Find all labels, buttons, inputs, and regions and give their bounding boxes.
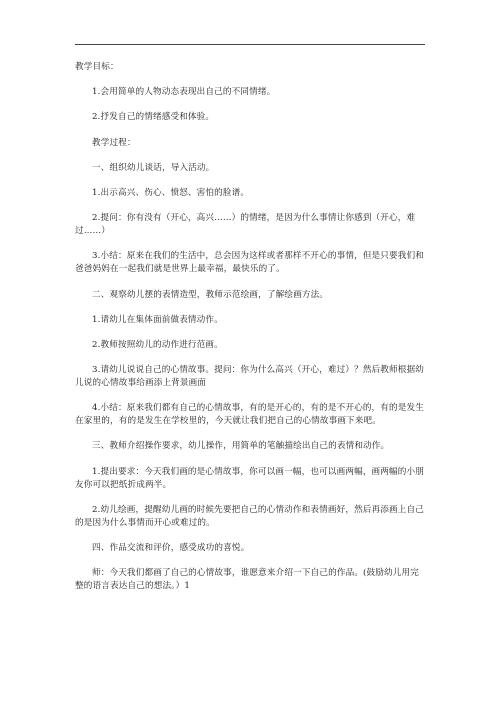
step-item: 师：今天我们都画了自己的心情故事，谁愿意来介绍一下自己的作品。(鼓励幼儿用完整的语言表达自己的想法。）1 (75, 568, 420, 592)
objective-item: 2.抒发自己的情绪感受和体验。 (92, 112, 215, 123)
step-item: 2.幼儿绘画，提醒幼儿画的时候先要把自己的心情动作和表情画好，然后再添画上自己的是因为什么事情而开心或难过的。 (75, 504, 425, 528)
header-rule (75, 44, 425, 45)
step-item: 1.请幼儿在集体面前做表情动作。 (92, 314, 223, 325)
section-heading-objectives: 教学目标： (75, 62, 119, 72)
objective-item: 1.会用简单的人物动态表现出自己的不同情绪。 (92, 87, 276, 98)
step-item: 3.小结：原来在我们的生活中，总会因为这样或者那样不开心的事情，但是只要我们和爸爸妈妈在一起我们就是世界上最幸福，最快乐的了。 (75, 251, 425, 275)
document-body (75, 61, 427, 605)
step-item: 2.提问：你有没有（开心，高兴……）的情绪，是因为什么事情让你感到（开心，难过……） (75, 213, 416, 237)
step-heading: 三、教师介绍操作要求，幼儿操作，用简单的笔触描绘出自己的表情和动作。 (92, 441, 390, 452)
step-heading: 二、观察幼儿摆的表情造型，教师示范绘画，了解绘画方法。 (92, 289, 329, 300)
step-item: 1.出示高兴、伤心、愤怒、害怕的脸谱。 (92, 187, 250, 198)
step-item: 3.请幼儿说说自己的心情故事。提问：你为什么高兴（开心，难过）？然后教师根据幼儿说的心情故事给画添上背景画面 (75, 365, 425, 389)
step-item: 1.提出要求：今天我们画的是心情故事，你可以画一幅，也可以画两幅，画两幅的小朋友你可以把纸折成两半。 (75, 466, 425, 490)
step-item: 4.小结：原来我们都有自己的心情故事，有的是开心的，有的是不开心的，有的是发生在家里的，有的是发生在学校里的，今天就让我们把自己的心情故事画下来吧。 (75, 403, 425, 427)
step-item: 2.教师按照幼儿的动作进行范画。 (92, 339, 223, 350)
step-heading: 一、组织幼儿谈话，导入活动。 (92, 162, 215, 173)
section-heading-process: 教学过程： (92, 137, 136, 148)
step-heading: 四、作品交流和评价，感受成功的喜悦。 (92, 543, 250, 553)
